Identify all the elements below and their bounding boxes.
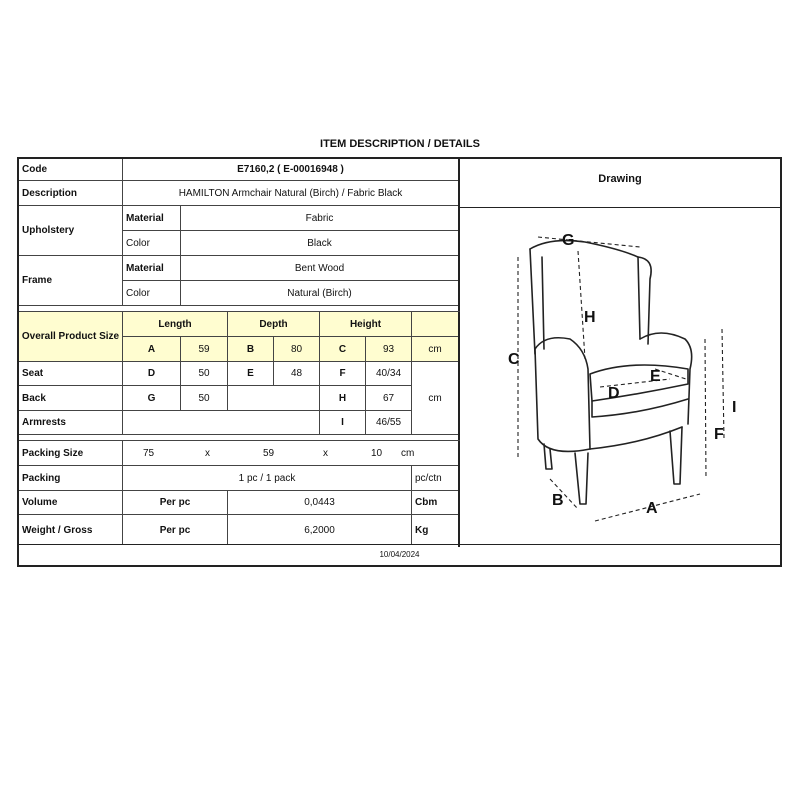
dim-line-h [578, 251, 585, 359]
drawing-letter-i: I [732, 399, 737, 416]
upholstery-material-label: Material [123, 206, 181, 231]
back-empty [228, 386, 320, 411]
key-b: B [228, 337, 274, 362]
volume-per: Per pc [123, 491, 228, 515]
drawing-letter-b: B [552, 492, 564, 509]
chair-arm-left [535, 338, 590, 449]
packing-label: Packing [19, 466, 123, 491]
key-h: H [320, 386, 366, 411]
upholstery-color-label: Color [123, 231, 181, 256]
upholstery-label: Upholstery [19, 206, 123, 256]
page-title: ITEM DESCRIPTION / DETAILS [320, 138, 480, 150]
back-label: Back [19, 386, 123, 411]
chair-leg-front-right [670, 427, 682, 484]
drawing-panel [460, 159, 780, 547]
drawing-letter-d: D [608, 385, 620, 402]
chair-leg-front-left [575, 453, 588, 504]
depth-header: Depth [228, 312, 320, 337]
drawing-letter-c: C [508, 351, 520, 368]
armrests-empty [123, 411, 320, 435]
seat-label: Seat [19, 362, 123, 386]
value-a: 59 [181, 337, 228, 362]
drawing-letter-a: A [646, 500, 658, 517]
chair-back-left [530, 249, 535, 354]
overall-unit: cm [412, 337, 458, 362]
chair-base-front [590, 427, 682, 449]
frame-label: Frame [19, 256, 123, 306]
volume-label: Volume [19, 491, 123, 515]
key-f: F [320, 362, 366, 386]
drawing-letter-h: H [584, 309, 596, 326]
overall-size-label: Overall Product Size [19, 312, 123, 362]
armrests-label: Armrests [19, 411, 123, 435]
date-footer: 10/04/2024 [19, 544, 780, 565]
chair-back-inner [542, 257, 544, 349]
packing-value: 1 pc / 1 pack [123, 466, 412, 491]
packing-unit: pc/ctn [412, 466, 458, 491]
packing-size-unit: cm [401, 447, 415, 459]
description-label: Description [19, 181, 123, 206]
weight-per: Per pc [123, 515, 228, 545]
drawing-title: Drawing [460, 165, 780, 208]
packing-x2: x [323, 447, 328, 459]
chair-seat-front [592, 399, 688, 417]
upholstery-material: Fabric [181, 206, 458, 231]
key-d: D [123, 362, 181, 386]
frame-material-label: Material [123, 256, 181, 281]
packing-x1: x [205, 447, 210, 459]
value-i: 46/55 [366, 411, 412, 435]
upholstery-color: Black [181, 231, 458, 256]
value-c: 93 [366, 337, 412, 362]
packing-width: 59 [263, 447, 275, 459]
frame-color: Natural (Birch) [181, 281, 458, 306]
frame-color-label: Color [123, 281, 181, 306]
key-g: G [123, 386, 181, 411]
specs-table [19, 159, 460, 547]
description-value: HAMILTON Armchair Natural (Birch) / Fabric Black [123, 181, 458, 206]
weight-label: Weight / Gross [19, 515, 123, 545]
spec-sheet [17, 157, 782, 567]
drawing-letter-f: F [714, 426, 724, 443]
frame-material: Bent Wood [181, 256, 458, 281]
drawing-letter-e: E [650, 368, 661, 385]
seat-back-unit: cm [412, 362, 458, 435]
key-a: A [123, 337, 181, 362]
key-i: I [320, 411, 366, 435]
volume-value: 0,0443 [228, 491, 412, 515]
packing-size-label: Packing Size [19, 441, 123, 466]
packing-length: 75 [143, 447, 155, 459]
dim-line-f [705, 339, 706, 479]
code-label: Code [19, 159, 123, 181]
unit-header [412, 312, 458, 337]
value-d: 50 [181, 362, 228, 386]
chair-seat-cushion [590, 365, 688, 401]
value-h: 67 [366, 386, 412, 411]
packing-size-value [123, 441, 458, 466]
value-g: 50 [181, 386, 228, 411]
code-value: E7160,2 ( E-00016948 ) [123, 159, 458, 181]
value-f: 40/34 [366, 362, 412, 386]
value-e: 48 [274, 362, 320, 386]
dim-line-i [722, 329, 724, 439]
height-header: Height [320, 312, 412, 337]
armchair-drawing [460, 209, 780, 539]
weight-unit: Kg [415, 524, 429, 536]
drawing-letter-g: G [562, 232, 575, 249]
length-header: Length [123, 312, 228, 337]
packing-height: 10 [371, 447, 383, 459]
weight-value: 6,2000 [228, 515, 412, 545]
volume-unit: Cbm [412, 491, 458, 515]
key-c: C [320, 337, 366, 362]
key-e: E [228, 362, 274, 386]
chair-arm-left-base [535, 349, 590, 451]
value-b: 80 [274, 337, 320, 362]
